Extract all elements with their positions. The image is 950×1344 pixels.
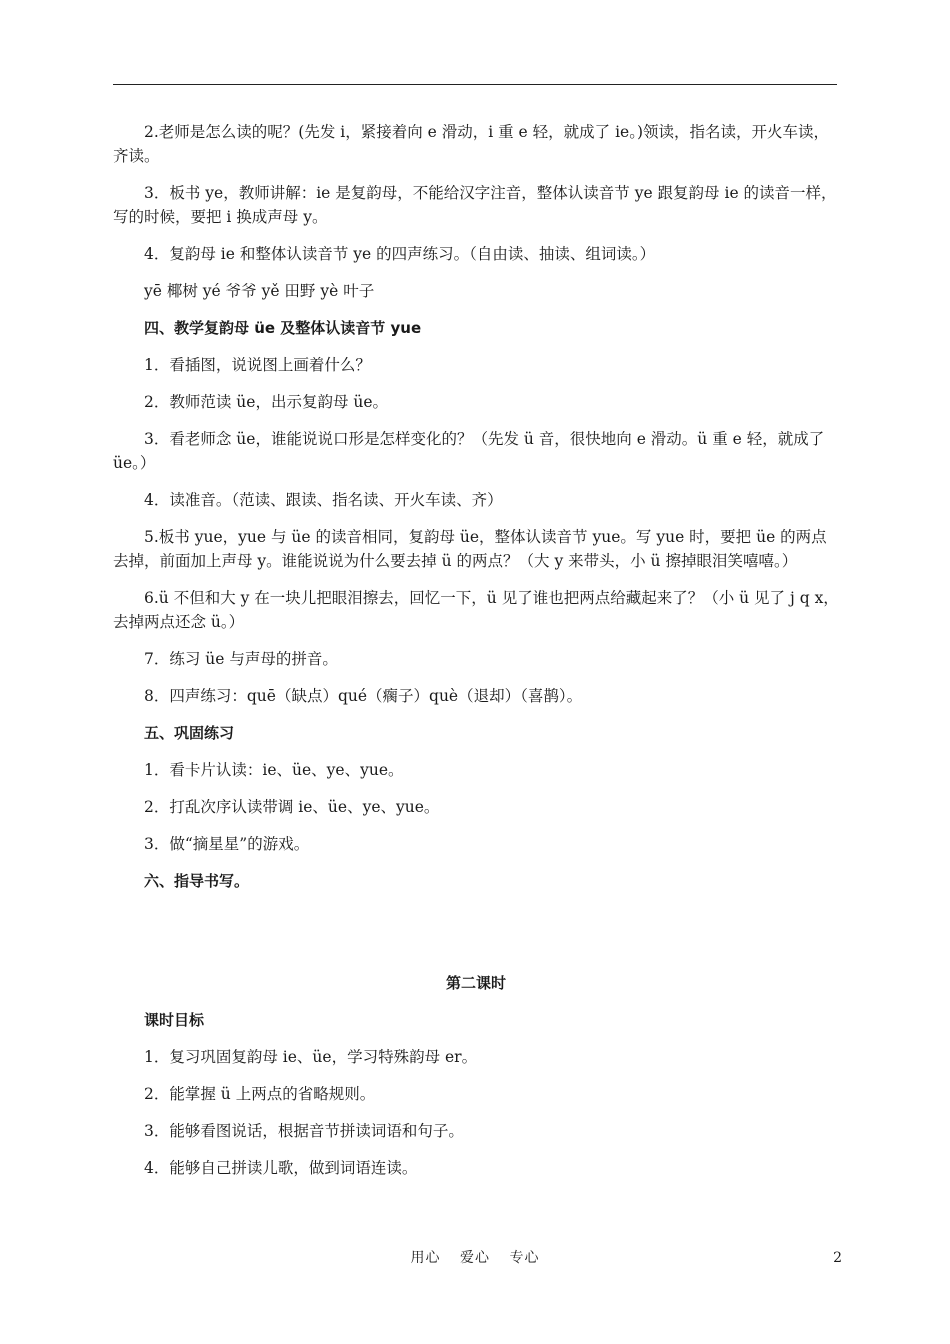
paragraph: 1．看插图，说说图上画着什么？ (144, 356, 371, 374)
paragraph: 4．复韵母 ie 和整体认读音节 ye 的四声练习。（自由读、抽读、组词读。） (144, 245, 656, 263)
footer-motto: 用心 爱心 专心 (410, 1250, 540, 1266)
paragraph: 2．打乱次序认读带调 ie、üe、ye、yue。 (144, 798, 440, 816)
lesson-title: 第二课时 (445, 974, 506, 992)
paragraph: 8．四声练习：quē（缺点）qué（瘸子）què（退却）（喜鹊）。 (144, 687, 583, 705)
section-heading-6: 六、指导书写。 (144, 872, 250, 890)
paragraph: 7．练习 üe 与声母的拼音。 (144, 650, 338, 668)
paragraph: 2.老师是怎么读的呢？(先发 i，紧接着向 e 滑动，i 重 e 轻，就成了 ie。)领读，指名读，开火车读，齐读。 (113, 123, 830, 165)
pinyin-words: yē 椰树 yé 爷爷 yě 田野 yè 叶子 (144, 282, 375, 300)
section-heading-5: 五、巩固练习 (144, 724, 235, 742)
paragraph: 4．读准音。（范读、跟读、指名读、开火车读、齐） (144, 491, 503, 509)
goals-heading: 课时目标 (144, 1011, 205, 1029)
section-heading-4: 四、教学复韵母 üe 及整体认读音节 yue (144, 319, 422, 337)
paragraph: 3．板书 ye，教师讲解：ie 是复韵母，不能给汉字注音，整体认读音节 ye 跟复韵母 ie 的读音一样，写的时候，要把 i 换成声母 y。 (113, 184, 837, 226)
paragraph: 6.ü 不但和大 y 在一块儿把眼泪擦去，回忆一下，ü 见了谁也把两点给藏起来了？（小 ü 见了 j q x，去掉两点还念 ü。） (113, 589, 839, 631)
header-rule (113, 84, 837, 85)
paragraph: 3．做“摘星星”的游戏。 (144, 835, 310, 853)
paragraph: 5.板书 yue，yue 与 üe 的读音相同，复韵母 üe，整体认读音节 yue。写 yue 时，要把 üe 的两点去掉，前面加上声母 y。谁能说说为什么要去掉 ü 的两点？（大 y 来带头，小 ü 擦掉眼泪笑嘻嘻。） (113, 528, 827, 570)
page-number: 2 (833, 1250, 842, 1266)
goal-item: 3．能够看图说话，根据音节拼读词语和句子。 (144, 1122, 464, 1140)
goal-item: 2．能掌握 ü 上两点的省略规则。 (144, 1085, 376, 1103)
goal-item: 1．复习巩固复韵母 ie、üe，学习特殊韵母 er。 (144, 1048, 478, 1066)
paragraph: 3．看老师念 üe，谁能说说口形是怎样变化的？（先发 ü 音，很快地向 e 滑动。ü 重 e 轻，就成了 üe。） (113, 430, 825, 472)
document-body (113, 120, 839, 1180)
goal-item: 4．能够自己拼读儿歌，做到词语连读。 (144, 1159, 418, 1177)
paragraph: 1．看卡片认读：ie、üe、ye、yue。 (144, 761, 404, 779)
paragraph: 2．教师范读 üe，出示复韵母 üe。 (144, 393, 389, 411)
